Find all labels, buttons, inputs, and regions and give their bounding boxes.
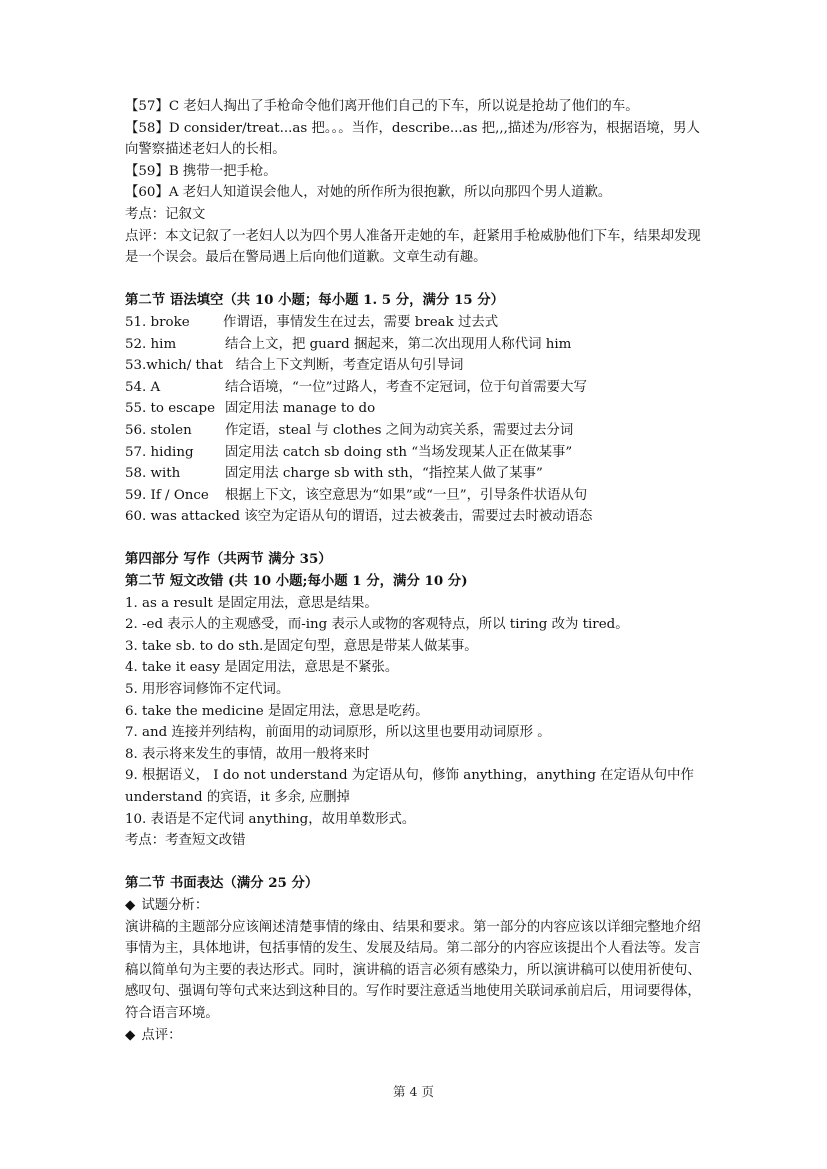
correction-item: 2. -ed 表示人的主观感受，而-ing 表示人或物的客观特点，所以 tiring 改为 tired。 <box>125 617 629 633</box>
grammar-item <box>125 442 705 464</box>
answer-note-60: 【60】A 老妇人知道误会他人，对她的所作所为很抱歉，所以向那四个男人道歉。 <box>125 185 612 201</box>
grammar-heading: 第二节 语法填空（共 10 小题；每小题 1. 5 分，满分 15 分） <box>125 292 505 309</box>
grammar-item <box>125 506 705 528</box>
diamond-bullet-icon: ◆ <box>125 1027 136 1043</box>
grammar-explanation: 固定用法 charge sb with sth，“指控某人做了某事” <box>225 466 543 482</box>
correction-item: 3. take sb. to do sth.是固定句型，意思是带某人做某事。 <box>125 638 478 654</box>
grammar-answer: 60. was attacked <box>125 509 240 525</box>
grammar-item <box>125 398 705 420</box>
correction-item: 5. 用形容词修饰不定代词。 <box>125 682 290 698</box>
analysis-label: 试题分析： <box>141 897 209 913</box>
page-number: 第 4 页 <box>393 1084 434 1099</box>
analysis-label-row <box>125 895 705 917</box>
answer-note-58: 【58】D consider/treat...as 把。。。当作，describe...as 把,,,描述为/形容为，根据语境，男人向警察描述老妇人的长相。 <box>125 120 700 158</box>
grammar-answer: 53.which/ that <box>125 358 223 374</box>
correction-item: 1. as a result 是固定用法，意思是结果。 <box>125 595 378 611</box>
diamond-bullet-icon: ◆ <box>125 897 136 913</box>
grammar-explanation: 结合语境，“一位”过路人，考查不定冠词，位于句首需要大写 <box>225 379 587 395</box>
grammar-answer: 57. hiding <box>125 444 194 460</box>
grammar-answer: 51. broke <box>125 314 190 330</box>
grammar-explanation: 根据上下文，该空意思为“如果”或“一旦”，引导条件状语从句 <box>225 487 588 503</box>
grammar-explanation: 该空为定语从句的谓语，过去被袭击，需要过去时被动语态 <box>244 509 593 525</box>
grammar-explanation: 固定用法 manage to do <box>225 401 376 417</box>
grammar-answer: 54. A <box>125 379 161 395</box>
correction-exam-point: 考点：考查短文改错 <box>125 833 246 849</box>
grammar-explanation: 固定用法 catch sb doing sth “当场发现某人正在做某事” <box>225 444 573 460</box>
grammar-answer: 58. with <box>125 466 181 482</box>
grammar-item <box>125 485 705 507</box>
answer-note-59: 【59】B 携带一把手枪。 <box>125 163 277 179</box>
comment-label-row <box>125 1025 705 1047</box>
writing-part-heading: 第四部分 写作（共两节 满分 35） <box>125 551 332 568</box>
answer-note-57: 【57】C 老妇人掏出了手枪命令他们离开他们自己的下车，所以说是抢劫了他们的车。 <box>125 99 639 114</box>
grammar-item <box>125 355 705 377</box>
correction-item: 4. take it easy 是固定用法，意思是不紧张。 <box>125 660 399 676</box>
correction-item: 9. 根据语义， I do not understand 为定语从句，修饰 anything，anything 在定语从句中作 understand 的宾语，it 多余, 应删掉 <box>125 768 694 805</box>
comment-paragraph: 点评：本文记叙了一老妇人以为四个男人准备开走她的车，赶紧用手枪威胁他们下车，结果却发现是一个误会。最后在警局遇上后向他们道歉。文章生动有趣。 <box>125 228 701 266</box>
page-content <box>125 96 705 1046</box>
grammar-answer: 52. him <box>125 336 177 352</box>
grammar-explanation: 作定语，steal 与 clothes 之间为动宾关系，需要过去分词 <box>225 422 574 438</box>
correction-item: 10. 表语是不定代词 anything，故用单数形式。 <box>125 811 416 827</box>
correction-heading: 第二节 短文改错 (共 10 小题;每小题 1 分，满分 10 分) <box>125 573 468 590</box>
grammar-answer: 55. to escape <box>125 401 216 417</box>
correction-item: 7. and 连接并列结构，前面用的动词原形，所以这里也要用动词原形 。 <box>125 725 551 741</box>
grammar-answer: 56. stolen <box>125 422 192 438</box>
grammar-item <box>125 463 705 485</box>
grammar-explanation: 作谓语，事情发生在过去，需要 break 过去式 <box>223 314 499 330</box>
grammar-item <box>125 420 705 442</box>
grammar-explanation: 结合上下文判断，考查定语从句引导词 <box>235 358 464 374</box>
grammar-item <box>125 334 705 356</box>
grammar-item <box>125 312 705 334</box>
correction-item: 6. take the medicine 是固定用法，意思是吃药。 <box>125 703 429 719</box>
grammar-answer: 59. If / Once <box>125 487 209 503</box>
analysis-paragraph: 演讲稿的主题部分应该阐述清楚事情的缘由、结果和要求。第一部分的内容应该以详细完整地介绍事情为主，具体地讲，包括事情的发生、发展及结局。第二部分的内容应该提出个人看法等。发言稿以简单句为主要的表达形式。同时，演讲稿的语言必须有感染力，所以演讲稿可以使用祈使句、感叹句、强调句等句式来达到这种目的。写作时要注意适当地使用关联词承前启后，用词要得体，符合语言环境。 <box>125 919 701 1021</box>
correction-item: 8. 表示将来发生的事情，故用一般将来时 <box>125 746 370 762</box>
comment-label: 点评： <box>141 1027 182 1043</box>
grammar-explanation: 结合上文，把 guard 捆起来，第二次出现用人称代词 him <box>225 336 572 352</box>
essay-heading: 第二节 书面表达（满分 25 分） <box>125 875 319 892</box>
grammar-item <box>125 377 705 399</box>
exam-point: 考点：记叙文 <box>125 206 206 222</box>
